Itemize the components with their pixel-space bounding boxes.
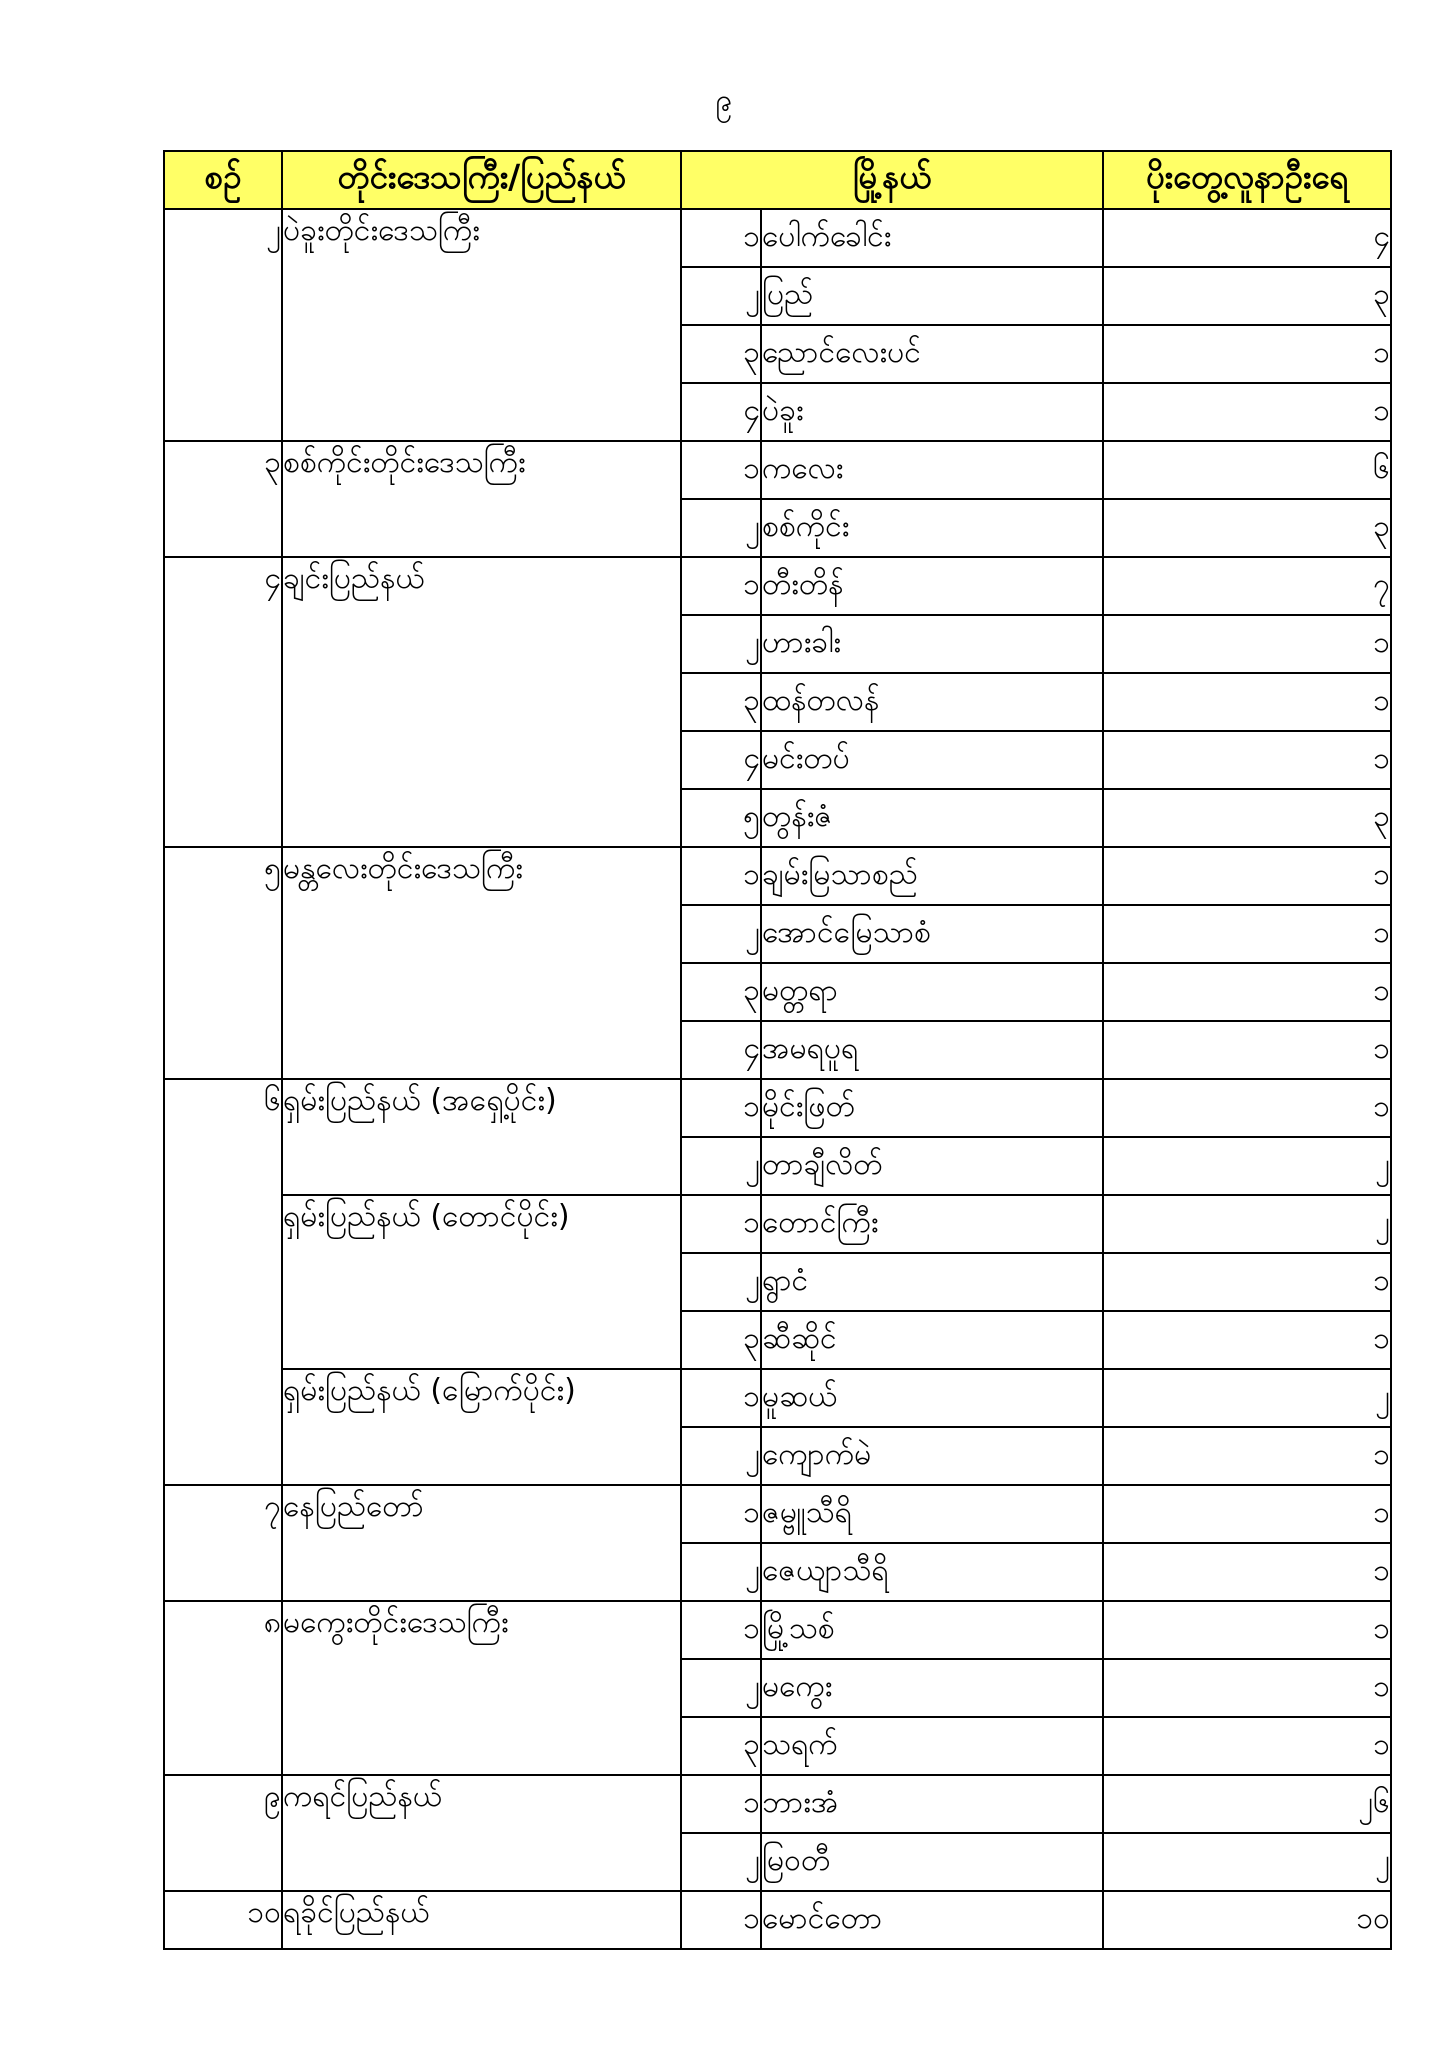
table-row — [164, 1775, 1391, 1833]
township-number: ၁ — [681, 1369, 761, 1427]
table-row — [164, 1891, 1391, 1949]
case-count: ၁ — [1103, 325, 1391, 383]
township-number: ၁ — [681, 1891, 761, 1949]
township-number: ၂ — [681, 1137, 761, 1195]
township-number: ၁ — [681, 1601, 761, 1659]
township-number: ၂ — [681, 1253, 761, 1311]
township-number: ၁ — [681, 1079, 761, 1137]
township-name: စစ်ကိုင်း — [761, 499, 1103, 557]
township-name: ပေါက်ခေါင်း — [761, 209, 1103, 267]
township-number: ၁ — [681, 441, 761, 499]
cases-table — [163, 150, 1392, 1950]
serial-number: ၃ — [164, 441, 282, 557]
header-township: မြို့နယ် — [681, 151, 1103, 209]
case-count: ၁ — [1103, 1253, 1391, 1311]
township-number: ၂ — [681, 615, 761, 673]
region-name: စစ်ကိုင်းတိုင်းဒေသကြီး — [282, 441, 681, 557]
serial-number: ၁၀ — [164, 1891, 282, 1949]
township-name: ပဲခူး — [761, 383, 1103, 441]
township-name: ဟားခါး — [761, 615, 1103, 673]
township-name: မတ္တရာ — [761, 963, 1103, 1021]
township-name: ပြည် — [761, 267, 1103, 325]
table-row — [164, 557, 1391, 615]
township-name: ချမ်းမြသာစည် — [761, 847, 1103, 905]
case-count: ၁ — [1103, 383, 1391, 441]
table-header-row — [164, 151, 1391, 209]
region-name: ချင်းပြည်နယ် — [282, 557, 681, 847]
case-count: ၃ — [1103, 267, 1391, 325]
township-name: အမရပူရ — [761, 1021, 1103, 1079]
case-count: ၁ — [1103, 1601, 1391, 1659]
case-count: ၇ — [1103, 557, 1391, 615]
case-count: ၂ — [1103, 1833, 1391, 1891]
case-count: ၃ — [1103, 789, 1391, 847]
table-row — [164, 1601, 1391, 1659]
case-count: ၁ — [1103, 1659, 1391, 1717]
township-name: အောင်မြေသာစံ — [761, 905, 1103, 963]
township-name: ညောင်လေးပင် — [761, 325, 1103, 383]
table-row — [164, 847, 1391, 905]
township-name: မြဝတီ — [761, 1833, 1103, 1891]
case-count: ၁ — [1103, 673, 1391, 731]
township-number: ၂ — [681, 1659, 761, 1717]
township-name: တွန်းဇံ — [761, 789, 1103, 847]
township-name: မိုင်းဖြတ် — [761, 1079, 1103, 1137]
case-count: ၁ — [1103, 731, 1391, 789]
case-count: ၁ — [1103, 615, 1391, 673]
case-count: ၂ — [1103, 1137, 1391, 1195]
township-number: ၃ — [681, 1311, 761, 1369]
case-count: ၄ — [1103, 209, 1391, 267]
table-row — [164, 441, 1391, 499]
township-number: ၃ — [681, 1717, 761, 1775]
township-name: ထန်တလန် — [761, 673, 1103, 731]
table-body — [164, 209, 1391, 1949]
serial-number: ၆ — [164, 1079, 282, 1485]
case-count: ၁ — [1103, 905, 1391, 963]
table-row — [164, 1079, 1391, 1137]
township-name: မကွေး — [761, 1659, 1103, 1717]
township-number: ၁ — [681, 1485, 761, 1543]
township-number: ၁ — [681, 847, 761, 905]
region-name: မန္တလေးတိုင်းဒေသကြီး — [282, 847, 681, 1079]
township-name: တောင်ကြီး — [761, 1195, 1103, 1253]
region-name: ကရင်ပြည်နယ် — [282, 1775, 681, 1891]
township-number: ၂ — [681, 267, 761, 325]
case-count: ၁ — [1103, 1021, 1391, 1079]
township-number: ၄ — [681, 731, 761, 789]
case-count: ၂၆ — [1103, 1775, 1391, 1833]
township-number: ၁ — [681, 557, 761, 615]
region-name: ရှမ်းပြည်နယ် (အရှေ့ပိုင်း) — [282, 1079, 681, 1195]
township-name: ကလေး — [761, 441, 1103, 499]
township-number: ၃ — [681, 673, 761, 731]
region-name: ရှမ်းပြည်နယ် (မြောက်ပိုင်း) — [282, 1369, 681, 1485]
serial-number: ၉ — [164, 1775, 282, 1891]
township-number: ၂ — [681, 905, 761, 963]
township-number: ၄ — [681, 383, 761, 441]
township-name: ရွာငံ — [761, 1253, 1103, 1311]
case-count: ၁ — [1103, 1717, 1391, 1775]
case-count: ၁ — [1103, 847, 1391, 905]
township-name: တာချီလိတ် — [761, 1137, 1103, 1195]
township-name: ဇမ္ဗူသီရိ — [761, 1485, 1103, 1543]
region-name: နေပြည်တော် — [282, 1485, 681, 1601]
case-count: ၁၀ — [1103, 1891, 1391, 1949]
serial-number: ၂ — [164, 209, 282, 441]
case-count: ၁ — [1103, 1543, 1391, 1601]
region-name: ပဲခူးတိုင်းဒေသကြီး — [282, 209, 681, 441]
township-name: မင်းတပ် — [761, 731, 1103, 789]
region-name: ရခိုင်ပြည်နယ် — [282, 1891, 681, 1949]
township-number: ၁ — [681, 209, 761, 267]
township-number: ၁ — [681, 1195, 761, 1253]
township-name: မူဆယ် — [761, 1369, 1103, 1427]
township-name: ကျောက်မဲ — [761, 1427, 1103, 1485]
region-name: ရှမ်းပြည်နယ် (တောင်ပိုင်း) — [282, 1195, 681, 1369]
case-count: ၆ — [1103, 441, 1391, 499]
township-number: ၃ — [681, 325, 761, 383]
township-number: ၃ — [681, 963, 761, 1021]
case-count: ၁ — [1103, 1311, 1391, 1369]
township-number: ၅ — [681, 789, 761, 847]
header-serial: စဉ် — [164, 151, 282, 209]
region-name: မကွေးတိုင်းဒေသကြီး — [282, 1601, 681, 1775]
table-row — [164, 1369, 1391, 1427]
township-name: မြို့သစ် — [761, 1601, 1103, 1659]
serial-number: ၇ — [164, 1485, 282, 1601]
case-count: ၁ — [1103, 963, 1391, 1021]
table-row — [164, 209, 1391, 267]
township-number: ၂ — [681, 499, 761, 557]
page-number: ၉ — [715, 83, 733, 118]
serial-number: ၄ — [164, 557, 282, 847]
case-count: ၁ — [1103, 1485, 1391, 1543]
table-row — [164, 1485, 1391, 1543]
case-count: ၃ — [1103, 499, 1391, 557]
township-name: ဆီဆိုင် — [761, 1311, 1103, 1369]
township-number: ၁ — [681, 1775, 761, 1833]
township-name: သရက် — [761, 1717, 1103, 1775]
township-name: မောင်တော — [761, 1891, 1103, 1949]
township-number: ၂ — [681, 1833, 761, 1891]
case-count: ၁ — [1103, 1427, 1391, 1485]
case-count: ၂ — [1103, 1195, 1391, 1253]
table-row — [164, 1195, 1391, 1253]
township-number: ၂ — [681, 1543, 761, 1601]
township-name: ဘားအံ — [761, 1775, 1103, 1833]
township-name: ဇေယျာသီရိ — [761, 1543, 1103, 1601]
header-region: တိုင်းဒေသကြီး/ပြည်နယ် — [282, 151, 681, 209]
serial-number: ၅ — [164, 847, 282, 1079]
case-count: ၁ — [1103, 1079, 1391, 1137]
township-name: တီးတိန် — [761, 557, 1103, 615]
township-number: ၂ — [681, 1427, 761, 1485]
serial-number: ၈ — [164, 1601, 282, 1775]
case-count: ၂ — [1103, 1369, 1391, 1427]
township-number: ၄ — [681, 1021, 761, 1079]
header-case-count: ပိုးတွေ့လူနာဦးရေ — [1103, 151, 1391, 209]
